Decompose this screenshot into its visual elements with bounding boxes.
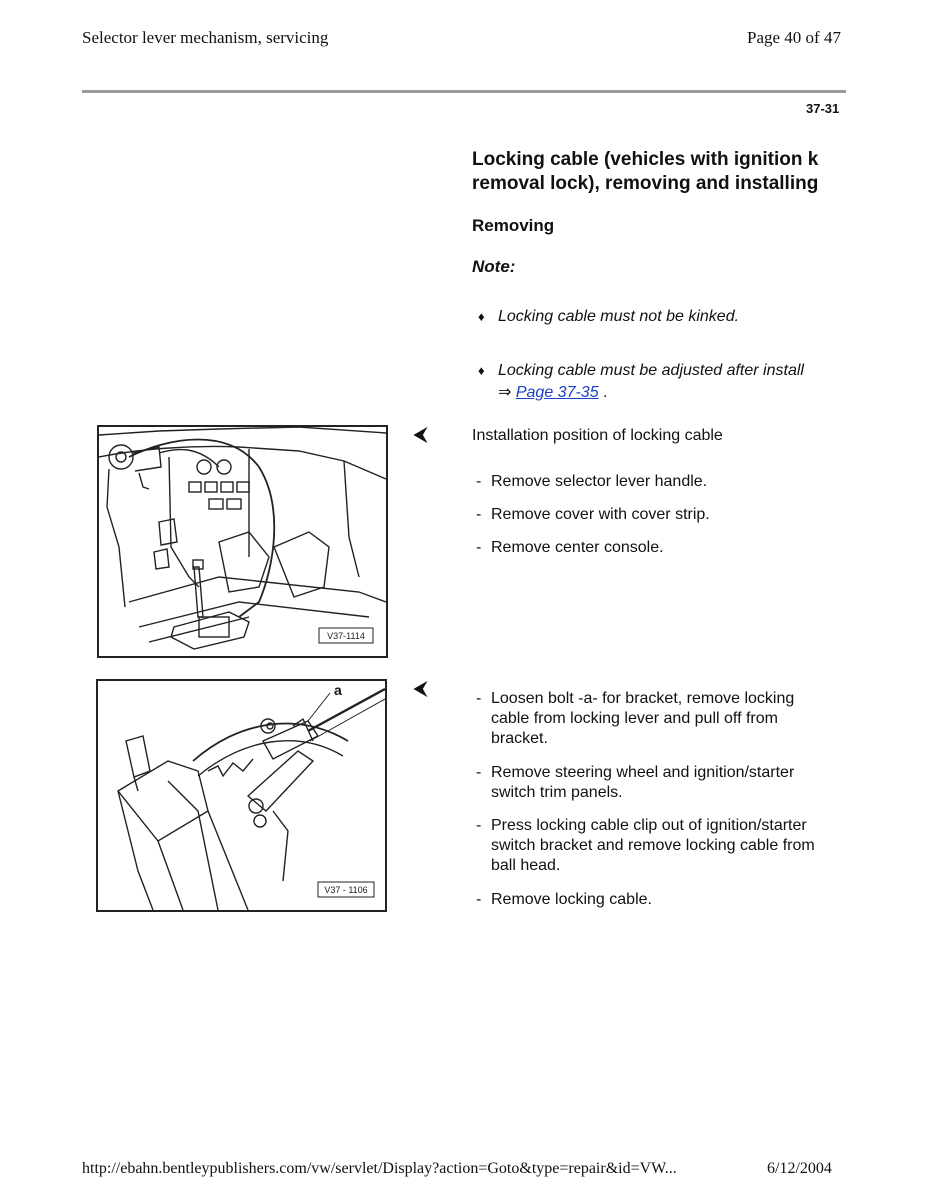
note-text: Locking cable must be adjusted after install [498, 362, 804, 379]
procedure-step [476, 816, 846, 878]
note-text: Locking cable must not be kinked. [498, 308, 740, 325]
section-title [472, 148, 846, 196]
step-dash: - [476, 817, 482, 834]
step-text: Remove selector lever handle. [491, 473, 708, 490]
reference-arrow-icon: ⇒ [498, 384, 512, 401]
removing-heading: Removing [472, 216, 555, 235]
step-dash: - [476, 539, 482, 556]
pointer-arrow-icon: ⮜ [414, 424, 427, 444]
page-code: 37-31 [806, 101, 840, 116]
console-illustration [99, 427, 386, 656]
note-item [478, 308, 846, 326]
step-text: Remove center console. [491, 539, 664, 556]
step-dash: - [476, 690, 482, 707]
reference-period: . [603, 384, 608, 401]
step-dash: - [476, 473, 482, 490]
procedure-step [476, 472, 846, 492]
step-text: Remove steering wheel and ignition/starter switch trim panels. [491, 764, 795, 801]
note-reference [498, 382, 608, 402]
figure-locking-cable-bracket [96, 679, 387, 912]
diamond-bullet-icon: ♦ [478, 363, 485, 378]
callout-label: a [334, 682, 342, 698]
procedure-step [476, 689, 826, 749]
pointer-arrow-icon: ⮜ [414, 678, 427, 698]
procedure-step [476, 890, 846, 910]
bracket-illustration [98, 681, 385, 910]
step-text: Loosen bolt -a- for bracket, remove locking cable from locking lever and pull off from bracket. [491, 690, 795, 747]
diamond-bullet-icon: ♦ [478, 309, 485, 324]
header-divider [82, 90, 846, 93]
page-counter: Page 40 of 47 [747, 28, 841, 47]
step-dash: - [476, 891, 482, 908]
procedure-step [476, 538, 846, 558]
step-text: Remove locking cable. [491, 891, 652, 908]
note-item [478, 362, 846, 380]
source-url: http://ebahn.bentleypublishers.com/vw/servlet/Display?action=Goto&type=repair&id=VW... [82, 1160, 677, 1177]
note-heading: Note: [472, 257, 516, 276]
step-dash: - [476, 764, 482, 781]
section-title-line1: Locking cable (vehicles with ignition k [472, 149, 819, 170]
procedure-step [476, 505, 846, 525]
document-title: Selector lever mechanism, servicing [82, 28, 329, 47]
figure-caption: Installation position of locking cable [472, 427, 723, 444]
figure-label: V37 - 1106 [324, 885, 368, 895]
figure-label: V37-1114 [327, 631, 365, 641]
procedure-step [476, 763, 826, 803]
print-date: 6/12/2004 [767, 1160, 832, 1177]
section-title-line2: removal lock), removing and installing [472, 173, 819, 194]
step-text: Remove cover with cover strip. [491, 506, 710, 523]
step-text: Press locking cable clip out of ignition/starter switch bracket and remove locking cable from ball head. [491, 817, 815, 874]
step-dash: - [476, 506, 482, 523]
figure-installation-position [97, 425, 388, 658]
page-reference-link[interactable]: Page 37-35 [515, 384, 599, 401]
